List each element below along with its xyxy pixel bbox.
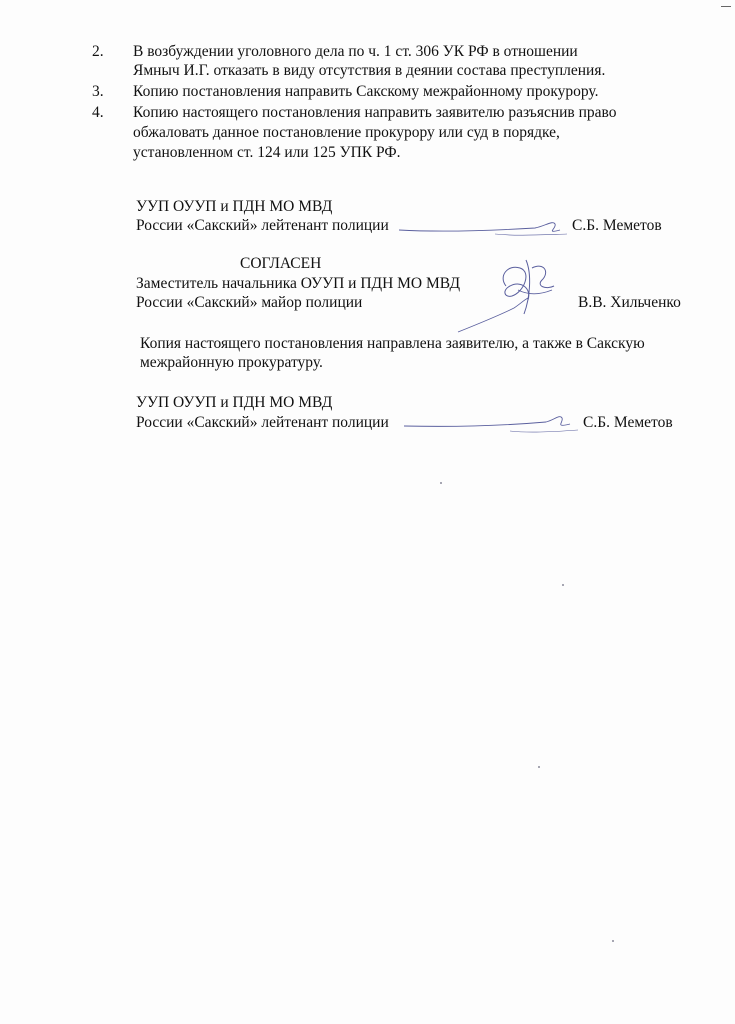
item-3-line-1: Копию постановления направить Сакскому межрайонному прокурору. bbox=[133, 83, 599, 100]
item-2-line-2: Ямныч И.Г. отказать в виду отсутствия в деянии состава преступления. bbox=[133, 62, 606, 79]
agreed-title-line-2: России «Сакский» майор полиции bbox=[136, 294, 363, 311]
signer-2-title-line-1: УУП ОУУП и ПДН МО МВД bbox=[136, 394, 333, 411]
scan-speck bbox=[538, 766, 540, 768]
scan-speck bbox=[612, 940, 614, 942]
item-2-line-1: В возбуждении уголовного дела по ч. 1 ст. 306 УК РФ в отношении bbox=[133, 43, 578, 60]
item-number-3: 3. bbox=[92, 83, 104, 100]
signer-1-title-line-2: России «Сакский» лейтенант полиции bbox=[136, 217, 389, 234]
item-4-line-1: Копию настоящего постановления направить заявителю разъяснив право bbox=[133, 104, 617, 121]
copy-note-line-1: Копия настоящего постановления направлена заявителю, а также в Сакскую bbox=[140, 335, 645, 352]
agreed-title-line-1: Заместитель начальника ОУУП и ПДН МО МВД bbox=[136, 275, 461, 292]
item-4-line-3: установленном ст. 124 или 125 УПК РФ. bbox=[133, 144, 401, 161]
signer-2-name: С.Б. Меметов bbox=[583, 414, 673, 431]
signature-3-image bbox=[400, 406, 585, 438]
item-4-line-2: обжаловать данное постановление прокурору или суд в порядке, bbox=[133, 124, 560, 141]
scan-speck bbox=[440, 482, 442, 484]
agreed-signer-name: В.В. Хильченко bbox=[578, 294, 681, 311]
signer-2-title-line-2: России «Сакский» лейтенант полиции bbox=[136, 414, 389, 431]
signature-1-image bbox=[395, 210, 575, 244]
signer-1-name: С.Б. Меметов bbox=[572, 217, 662, 234]
item-number-4: 4. bbox=[92, 104, 104, 121]
signer-1-title-line-1: УУП ОУУП и ПДН МО МВД bbox=[136, 198, 333, 215]
scan-speck bbox=[562, 584, 564, 586]
corner-mark bbox=[721, 0, 731, 7]
agreed-label: СОГЛАСЕН bbox=[240, 255, 322, 272]
copy-note-line-2: межрайонную прокуратуру. bbox=[140, 354, 323, 371]
item-number-2: 2. bbox=[92, 43, 104, 60]
signature-2-image bbox=[458, 246, 578, 338]
